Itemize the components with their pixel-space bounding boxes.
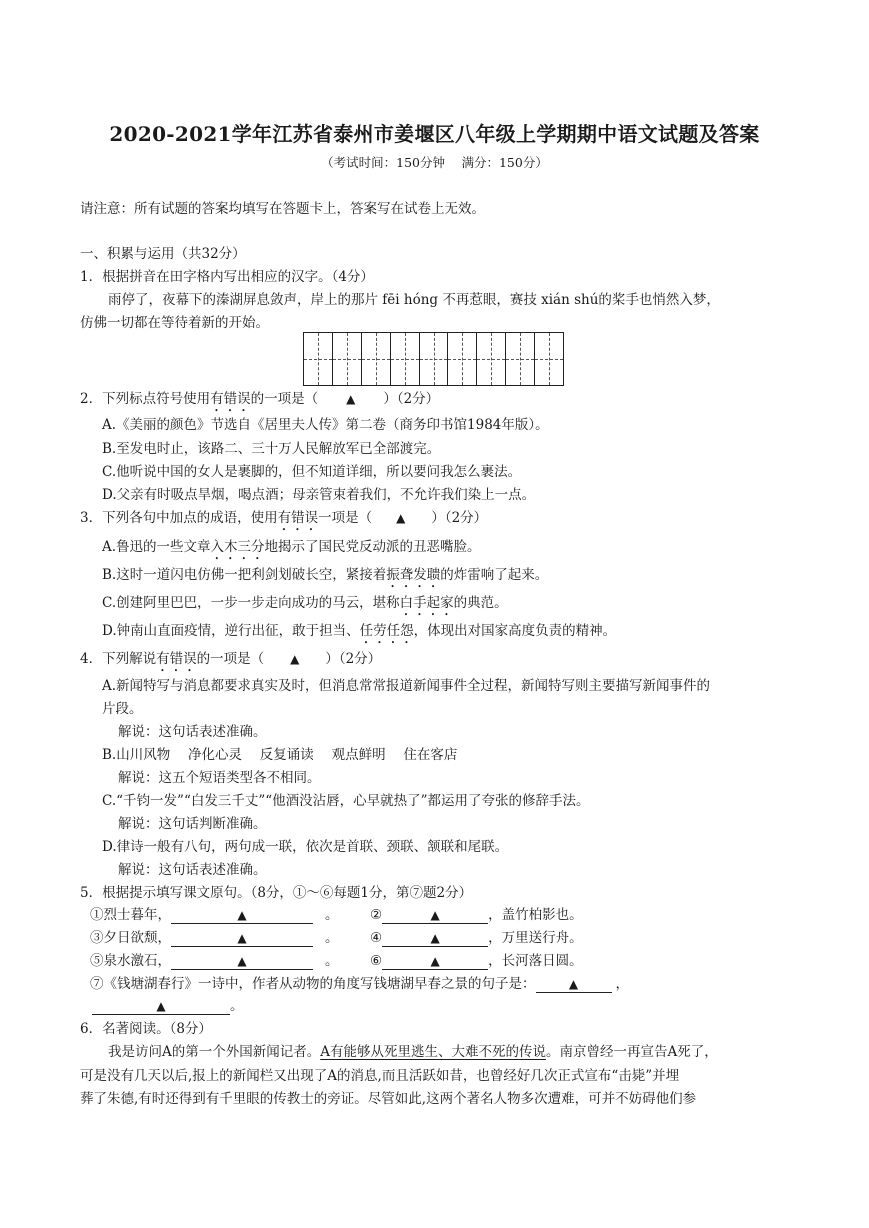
emphasis-idiom: 白手起家 — [399, 595, 454, 611]
fill-blank[interactable]: ▲ — [92, 998, 230, 1015]
q5-item-2: ② ▲ ，盖竹柏影也。 — [370, 907, 583, 923]
q5-item-3: ③夕日欲颓， ▲ 。 — [90, 930, 339, 946]
grid-cell[interactable] — [535, 333, 563, 385]
q4-option-b: B.山川风物 净化心灵 反复诵读 观点鲜明 住在客店 — [102, 747, 458, 763]
emphasis-idiom: 入木三分 — [210, 539, 265, 555]
q6-passage-line: 可是没有几天以后,报上的新闻栏又出现了A的消息,而且活跃如昔，也曾经好几次正式宣布“击毙”并埋 — [80, 1068, 680, 1084]
q4-option-a: A.新闻特写与消息都要求真实及时，但消息常常报道新闻事件全过程，新闻特写则主要描写新闻事件的 — [102, 678, 711, 694]
q5-item-1: ①烈士暮年， ▲ 。 — [90, 907, 339, 923]
q2-option-d: D.父亲有时吸点旱烟，喝点酒；母亲管束着我们，不允许我们染上一点。 — [102, 487, 536, 503]
emphasis-text: 有错误 — [277, 510, 319, 526]
q5-item-6: ⑥ ▲ ，长河落日圆。 — [370, 953, 583, 969]
q4-option-a-cont: 片段。 — [102, 701, 143, 717]
q2-option-a: A.《美丽的颜色》节选自《居里夫人传》第二卷（商务印书馆1984年版）。 — [102, 417, 549, 433]
q4-explanation: 解说：这句话表述准确。 — [118, 862, 267, 878]
q1-passage-line: 雨停了，夜幕下的溱湖屏息敛声，岸上的那片 fēi hóng 不再惹眼，赛技 xián shú的桨手也悄然入梦， — [108, 292, 720, 308]
answer-marker: ▲ — [290, 652, 300, 666]
notice: 请注意：所有试题的答案均填写在答题卡上，答案写在试卷上无效。 — [80, 201, 485, 217]
q2-option-b: B.至发电时止，该路二、三十万人民解放军已全部渡完。 — [102, 441, 441, 457]
emphasis-text: 有错误 — [210, 391, 251, 407]
grid-cell[interactable] — [506, 333, 535, 385]
tianzi-grid[interactable] — [303, 332, 564, 386]
q4-explanation: 解说：这五个短语类型各不相同。 — [118, 770, 321, 786]
q3-option-d: D.钟南山直面疫情，逆行出征，敢于担当、任劳任怨，体现出对国家高度负责的精神。 — [102, 623, 617, 639]
fill-blank[interactable]: ▲ — [382, 953, 488, 970]
grid-cell[interactable] — [477, 333, 506, 385]
fill-blank[interactable]: ▲ — [382, 930, 488, 947]
q4-explanation: 解说：这句话表述准确。 — [118, 724, 267, 740]
q4-option-d: D.律诗一般有八句，两句成一联，依次是首联、颈联、颔联和尾联。 — [102, 839, 509, 855]
fill-blank[interactable]: ▲ — [171, 907, 313, 924]
q3-stem: 3．下列各句中加点的成语，使用有错误一项是（ ▲ ）（2分） — [80, 510, 488, 526]
emphasis-idiom: 任劳任怨 — [359, 623, 414, 639]
section-heading: 一、积累与运用（共32分） — [80, 246, 246, 262]
grid-cell[interactable] — [333, 333, 362, 385]
emphasis-text: 有错误 — [156, 651, 197, 667]
exam-info: （考试时间：150分钟 满分：150分） — [321, 155, 548, 170]
q5-item-4: ④ ▲ ，万里送行舟。 — [370, 930, 583, 946]
q6-stem: 6．名著阅读。（8分） — [80, 1021, 212, 1037]
q1-passage-line: 仿佛一切都在等待着新的开始。 — [80, 315, 269, 331]
q1-stem: 1．根据拼音在田字格内写出相应的汉字。（4分） — [80, 269, 374, 285]
q3-option-a: A.鲁迅的一些文章入木三分地揭示了国民党反动派的丑恶嘴脸。 — [102, 539, 481, 555]
underlined-sentence: A有能够从死里逃生、大难不死的传说 — [320, 1044, 546, 1060]
q5-item-5: ⑤泉水激石， ▲ 。 — [90, 953, 339, 969]
emphasis-idiom: 振聋发聩 — [386, 567, 441, 583]
page-title: 2020-2021学年江苏省泰州市姜堰区八年级上学期期中语文试题及答案 — [109, 122, 760, 146]
q3-option-c: C.创建阿里巴巴，一步一步走向成功的马云，堪称白手起家的典范。 — [102, 595, 508, 611]
q2-option-c: C.他听说中国的女人是裹脚的，但不知道详细，所以要问我怎么裹法。 — [102, 464, 522, 480]
grid-cell[interactable] — [304, 333, 333, 385]
grid-cell[interactable] — [448, 333, 477, 385]
grid-cell[interactable] — [362, 333, 391, 385]
q5-item-7-cont: ▲ 。 — [92, 997, 244, 1015]
q5-stem: 5．根据提示填写课文原句。（8分，①～⑥每题1分，第⑦题2分） — [80, 885, 473, 901]
grid-cell[interactable] — [420, 333, 449, 385]
q4-explanation: 解说：这句话判断准确。 — [118, 816, 267, 832]
answer-marker: ▲ — [396, 511, 406, 525]
grid-cell[interactable] — [391, 333, 420, 385]
q4-option-c: C.“千钧一发”“白发三千丈”“他酒没沾唇，心早就热了”都运用了夸张的修辞手法。 — [102, 793, 590, 809]
q3-option-b: B.这时一道闪电仿佛一把利剑划破长空，紧接着振聋发聩的炸雷响了起来。 — [102, 567, 549, 583]
q4-stem: 4．下列解说有错误的一项是（ ▲ ）（2分） — [80, 651, 382, 667]
q5-item-7: ⑦《钱塘湖春行》一诗中，作者从动物的角度写钱塘湖早春之景的句子是： ▲ ， — [90, 976, 629, 992]
q6-passage-line: 葬了朱德,有时还得到有千里眼的传教士的旁证。尽管如此,这两个著名人物多次遭难，可并不妨碍他们参 — [80, 1091, 697, 1107]
fill-blank[interactable]: ▲ — [171, 930, 313, 947]
q6-passage-line: 我是访问A的第一个外国新闻记者。A有能够从死里逃生、大难不死的传说。南京曾经一再宣告A死了， — [108, 1044, 718, 1060]
fill-blank[interactable]: ▲ — [536, 976, 612, 993]
fill-blank[interactable]: ▲ — [171, 953, 313, 970]
fill-blank[interactable]: ▲ — [382, 907, 488, 924]
q2-stem: 2．下列标点符号使用有错误的一项是（ ▲ ）（2分） — [80, 391, 440, 407]
answer-marker: ▲ — [346, 392, 356, 406]
